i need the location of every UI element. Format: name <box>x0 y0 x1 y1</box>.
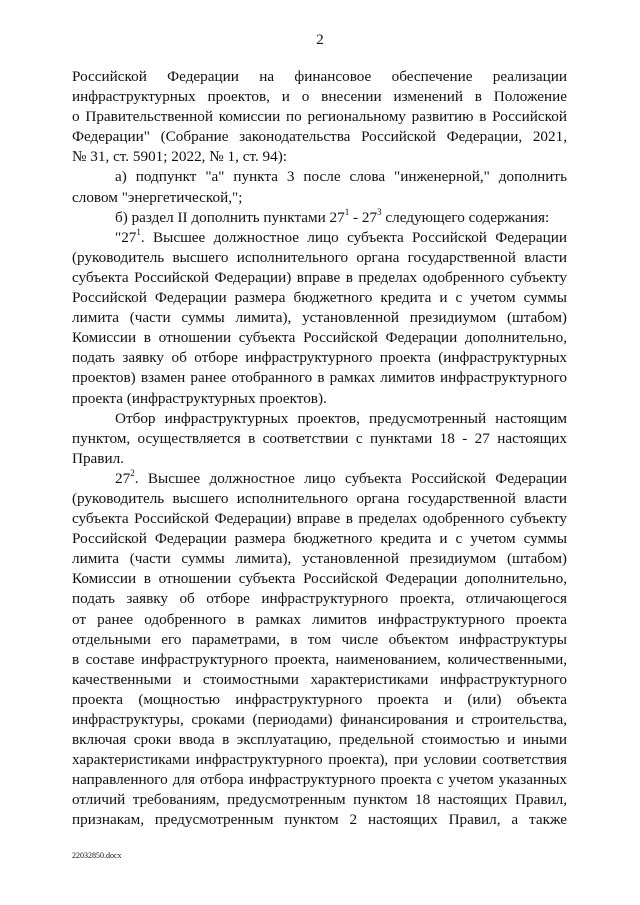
text-line: Отбор инфраструктурных проектов, предусмотренный настоящим <box>115 409 567 427</box>
text-line: характеристиками инфраструктурного проекта), при условии соответствия <box>72 751 567 769</box>
text-line: подать заявку об отборе инфраструктурного проекта, отличающегося <box>72 590 567 608</box>
text-line: качественными и стоимостными характеристиками инфраструктурного <box>72 670 567 688</box>
text-line: в составе инфраструктурного проекта, наименованием, количественными, <box>72 650 567 668</box>
text-line: проекта (инфраструктурных проектов). <box>72 389 327 407</box>
text-line: субъекта Российской Федерации) вправе в пределах одобренного субъекту <box>72 510 567 528</box>
text-fragment: - 27 <box>349 208 378 226</box>
text-line: проекта (мощностью инфраструктурного проекта и (или) объекта <box>72 690 567 708</box>
text-line: пунктом, осуществляется в соответствии с пунктами 18 - 27 настоящих <box>72 429 567 447</box>
file-name-footer: 22032850.docx <box>72 851 122 860</box>
text-line: подать заявку об отборе инфраструктурного проекта (инфраструктурных <box>72 349 567 367</box>
text-line: лимита (части суммы лимита), установленной президиумом (штабом) <box>72 550 567 568</box>
text-line: Российской Федерации размера бюджетного кредита и с учетом суммы <box>72 530 567 548</box>
text-line: лимита (части суммы лимита), установленной президиумом (штабом) <box>72 309 567 327</box>
text-line: Российской Федерации на финансовое обеспечение реализации <box>72 68 567 85</box>
paragraph-27-1-start <box>72 228 567 248</box>
text-line: (руководитель высшего исполнительного органа государственной власти <box>72 248 567 266</box>
text-fragment: б) раздел II дополнить пунктами 27 <box>115 208 345 226</box>
text-line: Комиссии в отношении субъекта Российской Федерации дополнительно, <box>72 329 567 347</box>
text-line: отличий требованиям, предусмотренным пунктом 18 настоящих Правил, <box>72 791 567 809</box>
document-body <box>72 67 567 831</box>
text-line: Федерации" (Собрание законодательства Российской Федерации, 2021, <box>72 128 567 146</box>
text-line: словом "энергетической,"; <box>72 188 243 206</box>
paragraph-27-2-start <box>72 469 567 489</box>
text-line: инфраструктуры, сроками (периодами) финансирования и строительства, <box>72 711 567 728</box>
text-line: направленного для отбора инфраструктурного проекта с учетом указанных <box>72 771 567 789</box>
text-line: отдельными его параметрами, в том числе объектом инфраструктуры <box>72 630 567 648</box>
text-fragment: "27 <box>115 228 137 246</box>
superscript: 3 <box>377 206 382 217</box>
text-line: Комиссии в отношении субъекта Российской Федерации дополнительно, <box>72 570 567 588</box>
text-fragment: 27 <box>115 469 131 487</box>
text-line: проектов) взамен ранее отобранного в рамках лимитов инфраструктурного <box>72 369 567 387</box>
text-fragment: следующего содержания: <box>381 208 550 226</box>
superscript: 1 <box>136 226 141 237</box>
page-number: 2 <box>316 32 324 48</box>
text-line: Российской Федерации размера бюджетного кредита и с учетом суммы <box>72 289 567 307</box>
text-line: субъекта Российской Федерации) вправе в пределах одобренного субъекту <box>72 268 567 286</box>
text-line: (руководитель высшего исполнительного органа государственной власти <box>72 489 567 507</box>
superscript: 1 <box>344 206 350 217</box>
superscript: 2 <box>130 467 135 478</box>
text-line: включая сроки ввода в эксплуатацию, предельной стоимостью и иными <box>72 731 567 749</box>
text-line: а) подпункт "а" пункта 3 после слова "инженерной," дополнить <box>115 168 567 186</box>
paragraph-b <box>72 208 567 228</box>
text-line: № 31, ст. 5901; 2022, № 1, ст. 94): <box>72 148 288 166</box>
text-fragment: . Высшее должностное лицо субъекта Российской Федерации <box>134 469 567 487</box>
text-line: Правил. <box>72 449 124 467</box>
text-line: признакам, предусмотренным пунктом 2 настоящих Правил, а также <box>72 811 567 829</box>
text-line: о Правительственной комиссии по региональному развитию в Российской <box>72 108 567 126</box>
text-line: инфраструктурных проектов, и о внесении изменений в Положение <box>72 88 567 106</box>
text-fragment: . Высшее должностное лицо субъекта Российской Федерации <box>140 228 567 246</box>
text-line: от ранее одобренного в рамках лимитов инфраструктурного проекта <box>72 610 567 628</box>
